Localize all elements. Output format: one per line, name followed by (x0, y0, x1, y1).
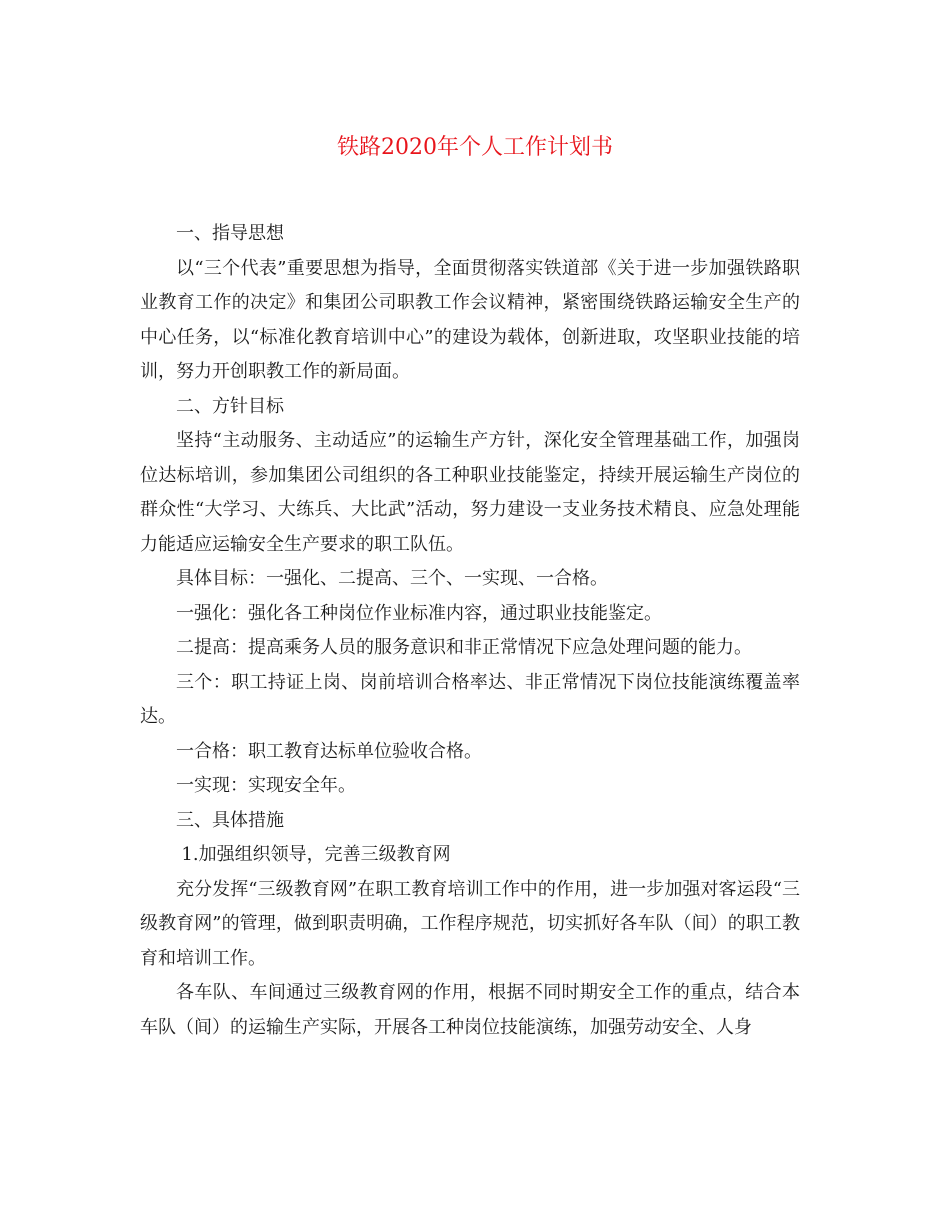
paragraph: 二提高：提高乘务人员的服务意识和非正常情况下应急处理问题的能力。 (176, 637, 752, 658)
section-heading: 一、指导思想 (176, 223, 284, 244)
paragraph: 一合格：职工教育达标单位验收合格。 (176, 740, 482, 762)
document-body (140, 217, 800, 1045)
paragraph: 坚持“主动服务、主动适应”的运输生产方针，深化安全管理基础工作，加强岗位达标培训，参加集团公司组织的各工种职业技能鉴定，持续开展运输生产岗位的群众性“大学习、大练兵、大比武”活动，努力建设一支业务技术精良、应急处理能力能适应运输安全生产要求的职工队伍。 (140, 430, 800, 555)
section-heading: 三、具体措施 (176, 809, 284, 831)
paragraph: 充分发挥“三级教育网”在职工教育培训工作中的作用，进一步加强对客运段“三级教育网”的管理，做到职责明确，工作程序规范，切实抓好各车队（间）的职工教育和培训工作。 (140, 878, 800, 969)
paragraph: 各车队、车间通过三级教育网的作用，根据不同时期安全工作的重点，结合本车队（间）的运输生产实际，开展各工种岗位技能演练，加强劳动安全、人身 (140, 982, 800, 1038)
paragraph: 一实现：实现安全年。 (176, 775, 356, 796)
document-title: 铁路2020年个人工作计划书 (337, 135, 613, 160)
section-heading: 二、方针目标 (176, 395, 284, 417)
paragraph: 以“三个代表”重要思想为指导，全面贯彻落实铁道部《关于进一步加强铁路职业教育工作的决定》和集团公司职教工作会议精神，紧密围绕铁路运输安全生产的中心任务，以“标准化教育培训中心”的建设为载体，创新进取，攻坚职业技能的培训，努力开创职教工作的新局面。 (140, 257, 800, 382)
paragraph: 具体目标：一强化、二提高、三个、一实现、一合格。 (176, 568, 608, 589)
paragraph: 三个：职工持证上岗、岗前培训合格率达、非正常情况下岗位技能演练覆盖率达。 (140, 671, 800, 727)
subsection-heading: 1.加强组织领导，完善三级教育网 (181, 844, 451, 865)
paragraph: 一强化：强化各工种岗位作业标准内容，通过职业技能鉴定。 (176, 602, 662, 624)
